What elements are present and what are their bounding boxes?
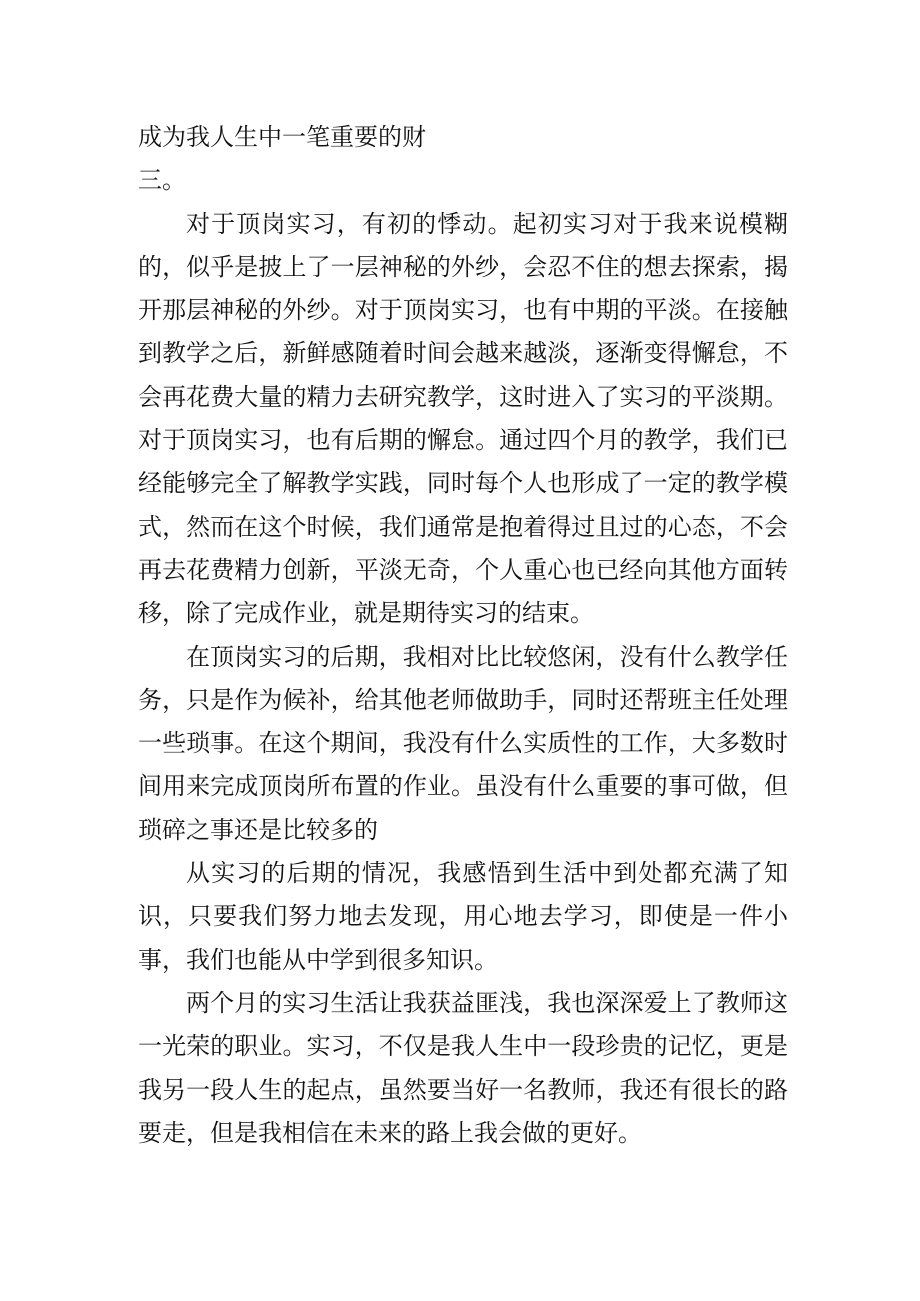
paragraph-2: 在顶岗实习的后期，我相对比比较悠闲，没有什么教学任务，只是作为候补，给其他老师做助手，同时还帮班主任处理一些琐事。在这个期间，我没有什么实质性的工作，大多数时间用来完成顶岗所布置的作业。虽没有什么重要的事可做，但琐碎之事还是比较多的 — [138, 642, 788, 844]
paragraph-4: 两个月的实习生活让我获益匪浅，我也深深爱上了教师这一光荣的职业。实习，不仅是我人生中一段珍贵的记忆，更是我另一段人生的起点，虽然要当好一名教师，我还有很长的路要走，但是我相信在未来的路上我会做的更好。 — [138, 988, 788, 1147]
text-line-section-number: 三。 — [138, 166, 186, 195]
paragraph-1: 对于顶岗实习，有初的悸动。起初实习对于我来说模糊的，似乎是披上了一层神秘的外纱，会忍不住的想去探索，揭开那层神秘的外纱。对于顶岗实习，也有中期的平淡。在接触到教学之后，新鲜感随着时间会越来越淡，逐渐变得懈怠，不会再花费大量的精力去研究教学，这时进入了实习的平淡期。对于顶岗实习，也有后期的懈怠。通过四个月的教学，我们已经能够完全了解教学实践，同时每个人也形成了一定的教学模式，然而在这个时候，我们通常是抱着得过且过的心态，不会再去花费精力创新，平淡无奇，个人重心也已经向其他方面转移，除了完成作业，就是期待实习的结束。 — [138, 209, 788, 628]
paragraph-3: 从实习的后期的情况，我感悟到生活中到处都充满了知识，只要我们努力地去发现，用心地去学习，即使是一件小事，我们也能从中学到很多知识。 — [138, 859, 788, 974]
document-body — [138, 116, 788, 1155]
text-line-continuation: 成为我人生中一笔重要的财 — [138, 123, 426, 151]
